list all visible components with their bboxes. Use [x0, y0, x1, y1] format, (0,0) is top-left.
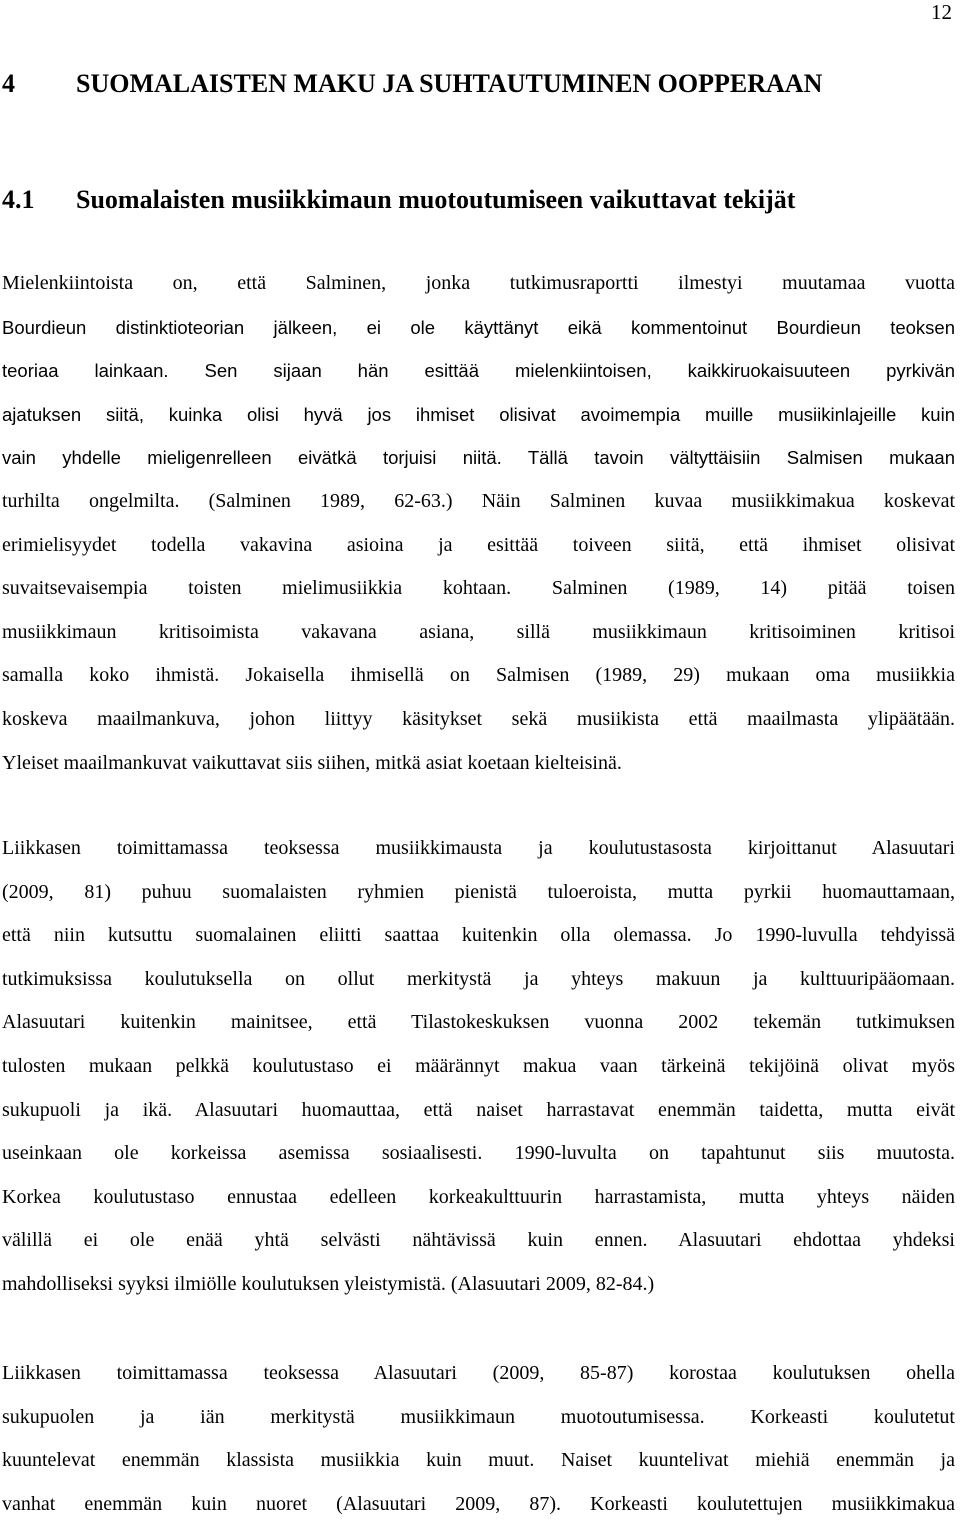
paragraph-line: teoriaa lainkaan. Sen sijaan hän esittää mielenkiintoisen, kaikkiruokaisuuteen pyrkivän: [2, 360, 955, 382]
paragraph-line: mahdolliseksi syyksi ilmiölle koulutuksen yleistymistä. (Alasuutari 2009, 82-84.): [2, 1272, 655, 1295]
paragraph-3: [2, 1352, 955, 1526]
section-number: 4.1: [2, 185, 35, 214]
paragraph-line: musiikkimaun kritisoimista vakavana asiana, sillä musiikkimaun kritisoiminen kritisoi: [2, 620, 955, 643]
paragraph-line: Yleiset maailmankuvat vaikuttavat siis siihen, mitkä asiat koetaan kielteisinä.: [2, 751, 622, 774]
chapter-title: SUOMALAISTEN MAKU JA SUHTAUTUMINEN OOPPERAAN: [76, 69, 823, 98]
paragraph-line: välillä ei ole enää yhtä selvästi nähtävissä kuin ennen. Alasuutari ehdottaa yhdeksi: [2, 1229, 955, 1252]
paragraph-2: [2, 827, 955, 1307]
paragraph-line: että niin kutsuttu suomalainen eliitti saattaa kuitenkin olla olemassa. Jo 1990-luvulla tehdyissä: [2, 924, 955, 947]
paragraph-line: Mielenkiintoista on, että Salminen, jonka tutkimusraportti ilmestyi muutamaa vuotta: [2, 272, 955, 294]
paragraph-line: suvaitsevaisempia toisten mielimusiikkia kohtaan. Salminen (1989, 14) pitää toisen: [2, 577, 955, 600]
chapter-heading: [2, 66, 822, 102]
paragraph-1: [2, 262, 955, 785]
section-heading: [2, 182, 795, 218]
paragraph-line: sukupuolen ja iän merkitystä musiikkimaun muotoutumisessa. Korkeasti koulutetut: [2, 1405, 955, 1428]
page-number: 12: [931, 0, 952, 24]
paragraph-line: Bourdieun distinktioteorian jälkeen, ei ole käyttänyt eikä kommentoinut Bourdieun teoksen: [2, 316, 955, 338]
chapter-number: 4: [2, 69, 15, 98]
paragraph-line: turhilta ongelmilta. (Salminen 1989, 62-63.) Näin Salminen kuvaa musiikkimakua koskevat: [2, 489, 955, 512]
paragraph-line: vanhat enemmän kuin nuoret (Alasuutari 2009, 87). Korkeasti koulutettujen musiikkimakua: [2, 1492, 955, 1515]
paragraph-line: useinkaan ole korkeissa asemissa sosiaalisesti. 1990-luvulta on tapahtunut siis muutosta.: [2, 1142, 955, 1165]
section-title: Suomalaisten musiikkimaun muotoutumiseen vaikuttavat tekijät: [76, 185, 796, 214]
paragraph-line: tutkimuksissa koulutuksella on ollut merkitystä ja yhteys makuun ja kulttuuripääomaan.: [2, 967, 955, 990]
paragraph-line: kuuntelevat enemmän klassista musiikkia kuin muut. Naiset kuuntelivat miehiä enemmän ja: [2, 1449, 955, 1472]
paragraph-line: ajatuksen siitä, kuinka olisi hyvä jos ihmiset olisivat avoimempia muille musiikinlajeille kuin: [2, 403, 955, 425]
paragraph-line: Korkea koulutustaso ennustaa edelleen korkeakulttuurin harrastamista, mutta yhteys näiden: [2, 1185, 955, 1208]
paragraph-line: Liikkasen toimittamassa teoksessa musiikkimausta ja koulutustasosta kirjoittanut Alasuutari: [2, 837, 955, 859]
paragraph-line: sukupuoli ja ikä. Alasuutari huomauttaa, että naiset harrastavat enemmän taidetta, mutta eivät: [2, 1098, 955, 1121]
paragraph-line: vain yhdelle mieligenrelleen eivätkä torjuisi niitä. Tällä tavoin vältyttäisiin Salmisen mukaan: [2, 447, 955, 469]
paragraph-line: Alasuutari kuitenkin mainitsee, että Tilastokeskuksen vuonna 2002 tekemän tutkimuksen: [2, 1011, 955, 1034]
paragraph-line: tulosten mukaan pelkkä koulutustaso ei määrännyt makua vaan tärkeinä tekijöinä olivat myös: [2, 1054, 955, 1077]
paragraph-line: samalla koko ihmistä. Jokaisella ihmisellä on Salmisen (1989, 29) mukaan oma musiikkia: [2, 664, 955, 687]
paragraph-line: (2009, 81) puhuu suomalaisten ryhmien pienistä tuloeroista, mutta pyrkii huomauttamaan,: [2, 880, 955, 903]
paragraph-line: Liikkasen toimittamassa teoksessa Alasuutari (2009, 85-87) korostaa koulutuksen ohella: [2, 1362, 955, 1384]
paragraph-line: erimielisyydet todella vakavina asioina ja esittää toiveen siitä, että ihmiset olisivat: [2, 533, 955, 556]
paragraph-line: koskeva maailmankuva, johon liittyy käsitykset sekä musiikista että maailmasta ylipäätään.: [2, 707, 955, 730]
